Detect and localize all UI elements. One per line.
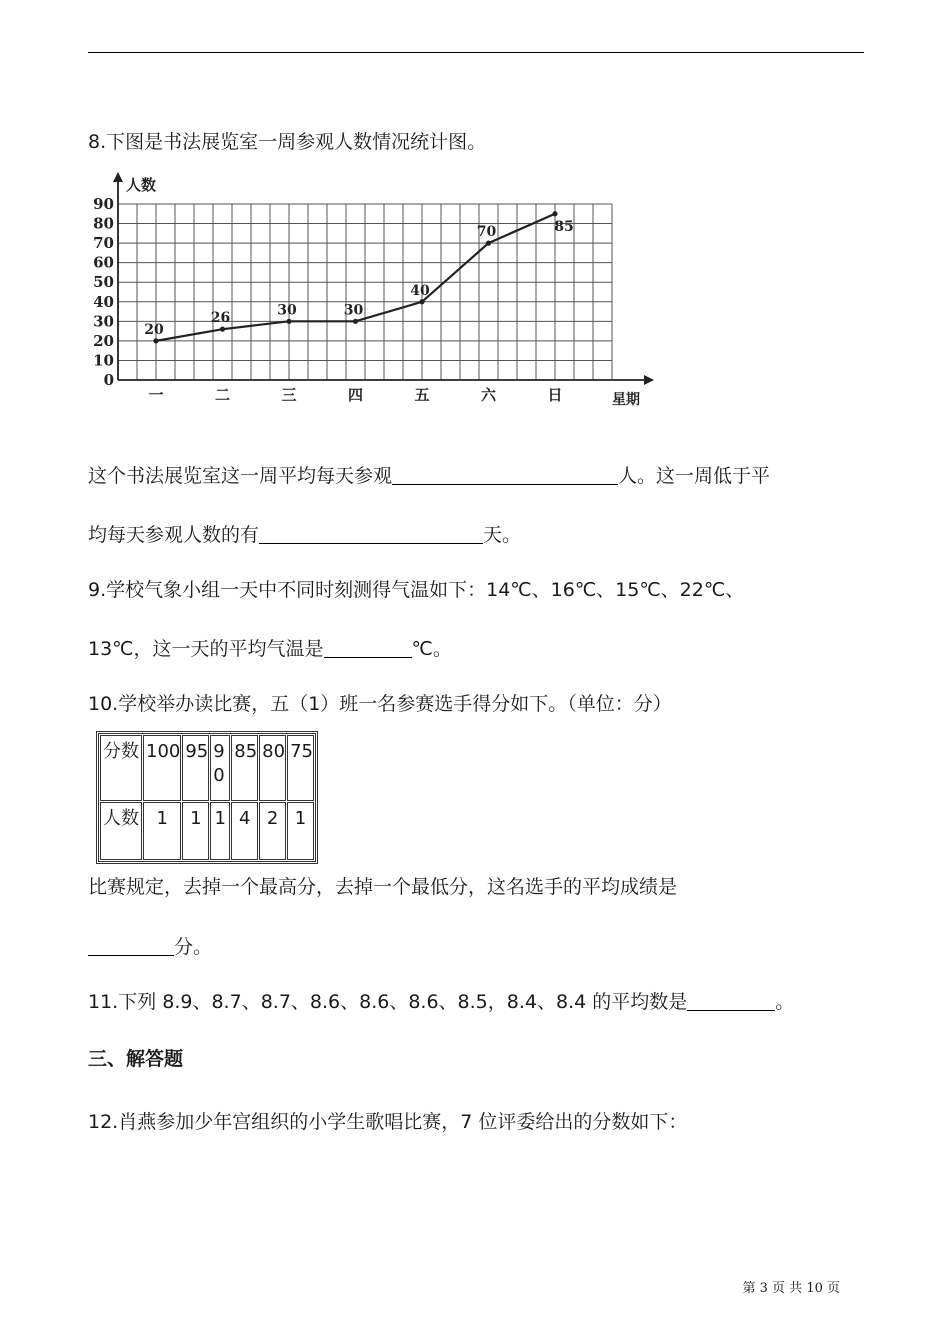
count-cell: 2	[259, 802, 286, 860]
score-cell: 90	[210, 735, 230, 801]
question-9-line-2	[88, 637, 452, 661]
data-label: 40	[410, 282, 430, 299]
data-label: 30	[277, 302, 297, 319]
data-label: 20	[144, 321, 164, 338]
answer-blank-mean[interactable]	[687, 990, 775, 1011]
q8-text-d: 天。	[483, 524, 522, 546]
count-cell: 1	[143, 802, 181, 860]
y-tick-label: 80	[93, 214, 114, 233]
y-tick-label: 40	[93, 292, 114, 311]
x-tick-label: 二	[214, 386, 231, 404]
x-tick-label: 五	[414, 386, 430, 404]
x-axis-arrow	[644, 375, 654, 385]
data-point	[419, 299, 424, 304]
q11-text-a: 11.下列 8.9、8.7、8.7、8.6、8.6、8.6、8.5，8.4、8.4 的平均数是	[88, 991, 688, 1013]
q8-text-c: 均每天参观人数的有	[88, 524, 260, 546]
question-10-rule: 比赛规定，去掉一个最高分，去掉一个最低分，这名选手的平均成绩是	[88, 876, 678, 898]
x-axis-label: 星期	[612, 392, 640, 408]
count-row	[100, 802, 314, 860]
x-tick-label: 三	[281, 386, 297, 404]
question-9-line-1: 9.学校气象小组一天中不同时刻测得气温如下：14℃、16℃、15℃、22℃、	[88, 579, 745, 601]
q10-after-blank: 分。	[174, 936, 213, 958]
score-cell: 100	[143, 735, 181, 801]
y-tick-label: 20	[93, 331, 114, 350]
chart-svg	[88, 168, 668, 418]
answer-blank-average-score[interactable]	[88, 935, 174, 956]
header-rule	[88, 52, 864, 53]
y-tick-label: 50	[93, 273, 114, 292]
data-label: 85	[554, 218, 574, 235]
data-point	[486, 241, 491, 246]
q9-text-b: ℃。	[411, 638, 452, 660]
q8-text-b: 人。这一周低于平	[618, 465, 771, 487]
y-tick-label: 90	[93, 195, 114, 213]
data-label: 70	[476, 224, 497, 241]
score-cell: 75	[287, 735, 314, 801]
data-point	[220, 327, 225, 332]
visitor-line-chart	[88, 168, 668, 418]
score-cell: 80	[259, 735, 286, 801]
count-cell: 4	[231, 802, 258, 860]
x-tick-label: 日	[547, 386, 563, 404]
question-8-line-1	[88, 464, 770, 488]
x-tick-label: 四	[347, 386, 364, 404]
x-tick-label: 六	[480, 386, 497, 404]
y-axis-arrow	[113, 172, 123, 182]
data-point	[353, 319, 358, 324]
score-cell: 95	[182, 735, 209, 801]
data-point	[552, 211, 557, 216]
page-number: 第 3 页 共 10 页	[742, 1281, 840, 1296]
y-axis-label: 人数	[126, 176, 157, 194]
q8-text-a: 这个书法展览室这一周平均每天参观	[88, 465, 393, 487]
count-cell: 1	[182, 802, 209, 860]
count-cell: 1	[287, 802, 314, 860]
section-3-heading: 三、解答题	[88, 1048, 184, 1070]
score-table	[96, 731, 318, 864]
score-cell: 85	[231, 735, 258, 801]
y-tick-label: 0	[103, 371, 114, 389]
answer-blank-average[interactable]	[392, 464, 618, 485]
data-label: 30	[343, 302, 364, 319]
y-tick-label: 70	[93, 234, 114, 253]
count-header: 人数	[100, 802, 142, 860]
question-8-title: 8.下图是书法展览室一周参观人数情况统计图。	[88, 131, 487, 153]
question-12: 12.肖燕参加少年宫组织的小学生歌唱比赛，7 位评委给出的分数如下：	[88, 1111, 688, 1133]
q11-text-b: 。	[775, 991, 795, 1013]
answer-blank-temperature[interactable]	[324, 637, 412, 658]
question-11	[88, 990, 794, 1014]
count-cell: 1	[210, 802, 230, 860]
data-point	[153, 338, 158, 343]
data-label: 26	[210, 310, 231, 327]
question-8-line-2	[88, 523, 521, 547]
answer-blank-days[interactable]	[259, 523, 483, 544]
data-point	[286, 319, 291, 324]
score-header: 分数	[100, 735, 142, 801]
question-10-title: 10.学校举办读比赛，五（1）班一名参赛选手得分如下。（单位：分）	[88, 693, 672, 715]
y-tick-label: 60	[93, 253, 114, 272]
y-tick-label: 10	[93, 351, 114, 370]
question-10-answer-line	[88, 935, 212, 959]
y-tick-label: 30	[93, 312, 114, 331]
q9-text-a: 13℃，这一天的平均气温是	[88, 638, 324, 660]
score-row	[100, 735, 314, 801]
x-tick-label: 一	[148, 386, 164, 404]
